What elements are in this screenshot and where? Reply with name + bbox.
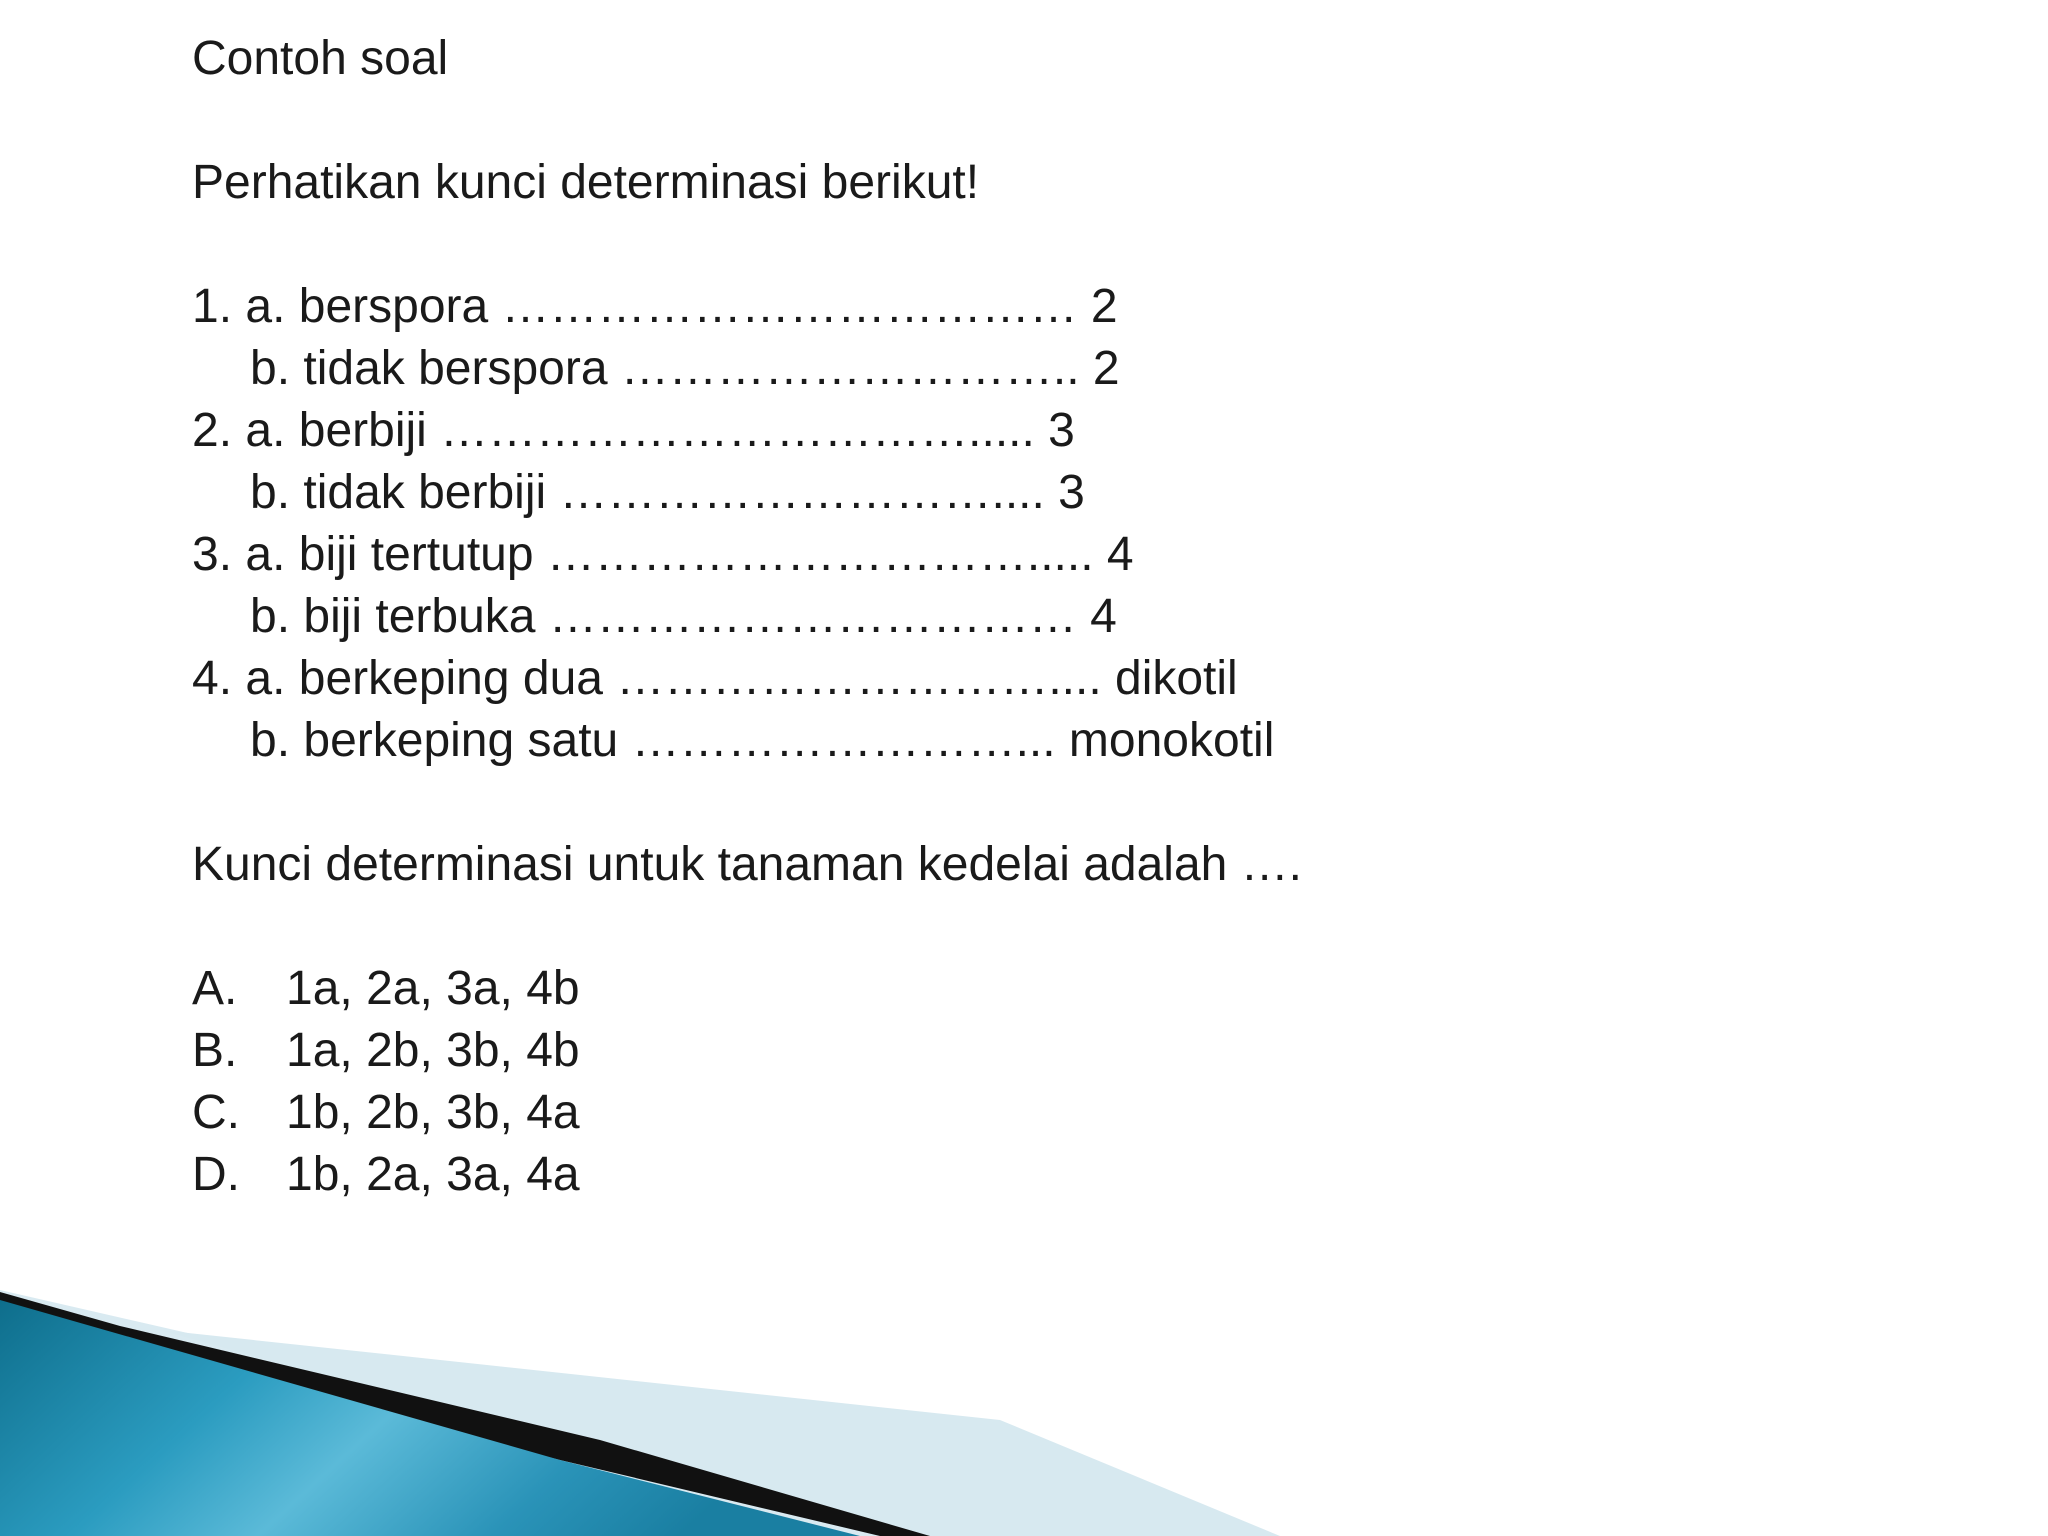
slide-title: Contoh soal [192, 32, 449, 85]
key-line-4b [192, 710, 1992, 772]
key-text: b. berkeping satu ……………………... monokotil [250, 714, 1275, 767]
key-line-3a [192, 524, 1992, 586]
key-number: 3. [192, 528, 246, 581]
option-text: 1a, 2b, 3b, 4b [286, 1024, 580, 1077]
option-letter: D. [192, 1148, 240, 1201]
question-text: Kunci determinasi untuk tanaman kedelai adalah …. [192, 838, 1302, 891]
option-text: 1a, 2a, 3a, 4b [286, 962, 580, 1015]
option-letter: C. [192, 1086, 240, 1139]
option-text: 1b, 2a, 3a, 4a [286, 1148, 580, 1201]
slide-content [192, 0, 1992, 1206]
key-number: 2. [192, 404, 246, 457]
key-line-2a [192, 400, 1992, 462]
decor-dark-stripe [0, 1292, 930, 1536]
option-d [192, 1144, 1992, 1206]
option-b [192, 1020, 1992, 1082]
instruction-text: Perhatikan kunci determinasi berikut! [192, 156, 980, 209]
key-line-2b [192, 462, 1992, 524]
option-letter: A. [192, 962, 238, 1015]
key-text: a. berkeping dua ……………………….... dikotil [245, 652, 1238, 705]
key-text: a. berbiji ……………………………..... 3 [245, 404, 1075, 457]
decor-light-band-right [160, 1330, 1280, 1536]
spacer [192, 772, 1992, 834]
key-line-4a [192, 648, 1992, 710]
key-text: b. biji terbuka …………………………… 4 [250, 590, 1117, 643]
key-text: b. tidak berspora ……………………….. 2 [250, 342, 1120, 395]
key-line-1a [192, 276, 1992, 338]
key-text: a. biji tertutup …………………………..... 4 [245, 528, 1134, 581]
option-text: 1b, 2b, 3b, 4a [286, 1086, 580, 1139]
decor-light-band [0, 1290, 1200, 1536]
option-a [192, 958, 1992, 1020]
spacer [192, 896, 1992, 958]
key-number: 1. [192, 280, 246, 333]
key-line-3b [192, 586, 1992, 648]
spacer [192, 90, 1992, 152]
spacer [192, 214, 1992, 276]
option-letter: B. [192, 1024, 238, 1077]
decor-teal-wedge [0, 1300, 860, 1536]
key-text: b. tidak berbiji ……………………….... 3 [250, 466, 1085, 519]
key-line-1b [192, 338, 1992, 400]
option-c [192, 1082, 1992, 1144]
key-text: a. berspora ……………………………… 2 [245, 280, 1118, 333]
key-number: 4. [192, 652, 246, 705]
